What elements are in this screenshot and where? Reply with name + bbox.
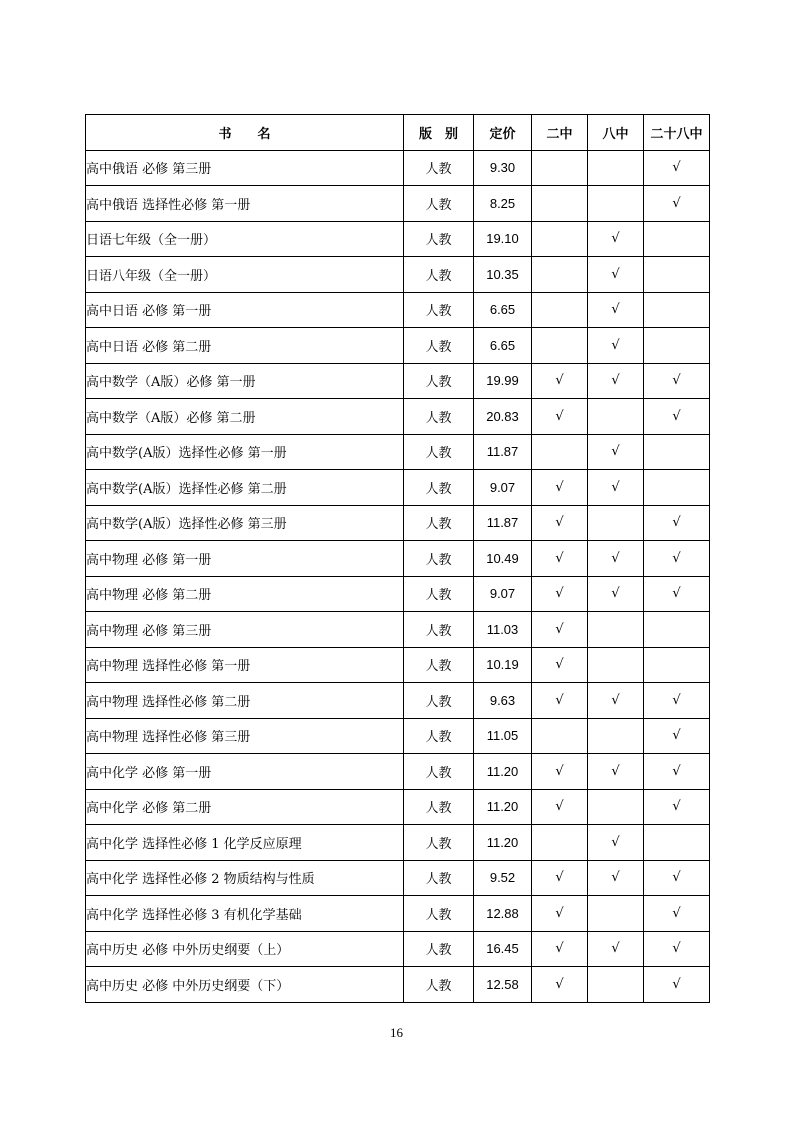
cell-price: 9.07 xyxy=(474,470,532,506)
cell-edition: 人教 xyxy=(404,754,474,790)
cell-school-8-check: √ xyxy=(588,576,644,612)
cell-price: 9.07 xyxy=(474,576,532,612)
cell-edition: 人教 xyxy=(404,683,474,719)
table-header-row xyxy=(86,115,710,151)
cell-school-28-check: √ xyxy=(644,718,710,754)
cell-school-2-check: √ xyxy=(532,541,588,577)
table-row xyxy=(86,150,710,186)
cell-price: 9.30 xyxy=(474,150,532,186)
cell-school-8-check: √ xyxy=(588,754,644,790)
table-row xyxy=(86,576,710,612)
cell-school-28-check: √ xyxy=(644,399,710,435)
cell-edition: 人教 xyxy=(404,931,474,967)
cell-school-2-check: √ xyxy=(532,896,588,932)
cell-edition: 人教 xyxy=(404,470,474,506)
cell-book-name: 高中化学 选择性必修 1 化学反应原理 xyxy=(86,825,404,861)
table-row xyxy=(86,257,710,293)
cell-price: 11.03 xyxy=(474,612,532,648)
cell-school-8-check xyxy=(588,789,644,825)
cell-book-name: 高中物理 必修 第三册 xyxy=(86,612,404,648)
table-row xyxy=(86,505,710,541)
cell-school-2-check: √ xyxy=(532,931,588,967)
table-row xyxy=(86,931,710,967)
cell-price: 6.65 xyxy=(474,292,532,328)
cell-school-8-check: √ xyxy=(588,292,644,328)
table-row xyxy=(86,399,710,435)
cell-price: 8.25 xyxy=(474,186,532,222)
cell-edition: 人教 xyxy=(404,505,474,541)
cell-school-8-check xyxy=(588,186,644,222)
cell-book-name: 高中化学 必修 第一册 xyxy=(86,754,404,790)
cell-edition: 人教 xyxy=(404,896,474,932)
cell-edition: 人教 xyxy=(404,825,474,861)
cell-school-28-check: √ xyxy=(644,931,710,967)
cell-edition: 人教 xyxy=(404,292,474,328)
cell-book-name: 高中物理 必修 第一册 xyxy=(86,541,404,577)
cell-school-28-check xyxy=(644,647,710,683)
cell-book-name: 高中数学（A版）必修 第二册 xyxy=(86,399,404,435)
cell-book-name: 高中物理 必修 第二册 xyxy=(86,576,404,612)
cell-edition: 人教 xyxy=(404,363,474,399)
header-edition: 版 别 xyxy=(404,115,474,151)
table-row xyxy=(86,434,710,470)
cell-school-28-check: √ xyxy=(644,186,710,222)
cell-school-28-check xyxy=(644,292,710,328)
cell-school-8-check: √ xyxy=(588,683,644,719)
cell-school-2-check xyxy=(532,150,588,186)
cell-edition: 人教 xyxy=(404,647,474,683)
cell-edition: 人教 xyxy=(404,399,474,435)
table-row xyxy=(86,683,710,719)
cell-school-8-check: √ xyxy=(588,470,644,506)
cell-edition: 人教 xyxy=(404,967,474,1003)
cell-school-8-check xyxy=(588,896,644,932)
cell-school-2-check: √ xyxy=(532,470,588,506)
table-row xyxy=(86,221,710,257)
table-row xyxy=(86,860,710,896)
cell-school-8-check: √ xyxy=(588,860,644,896)
cell-school-2-check xyxy=(532,257,588,293)
cell-price: 11.20 xyxy=(474,789,532,825)
cell-book-name: 高中历史 必修 中外历史纲要（下） xyxy=(86,967,404,1003)
cell-school-8-check: √ xyxy=(588,257,644,293)
cell-school-8-check xyxy=(588,150,644,186)
cell-school-2-check: √ xyxy=(532,860,588,896)
cell-edition: 人教 xyxy=(404,186,474,222)
cell-school-28-check: √ xyxy=(644,754,710,790)
cell-school-28-check xyxy=(644,328,710,364)
table-row xyxy=(86,647,710,683)
cell-book-name: 高中日语 必修 第二册 xyxy=(86,328,404,364)
table-row xyxy=(86,789,710,825)
cell-school-8-check xyxy=(588,718,644,754)
cell-book-name: 高中物理 选择性必修 第一册 xyxy=(86,647,404,683)
table-row xyxy=(86,186,710,222)
table-row xyxy=(86,612,710,648)
cell-school-28-check: √ xyxy=(644,505,710,541)
cell-book-name: 高中化学 必修 第二册 xyxy=(86,789,404,825)
cell-school-2-check: √ xyxy=(532,647,588,683)
page-number: 16 xyxy=(390,1025,403,1040)
cell-school-2-check: √ xyxy=(532,754,588,790)
cell-school-2-check xyxy=(532,718,588,754)
cell-school-8-check: √ xyxy=(588,825,644,861)
cell-book-name: 高中日语 必修 第一册 xyxy=(86,292,404,328)
header-price: 定价 xyxy=(474,115,532,151)
cell-school-8-check xyxy=(588,612,644,648)
cell-price: 11.05 xyxy=(474,718,532,754)
cell-school-8-check xyxy=(588,505,644,541)
cell-school-28-check: √ xyxy=(644,789,710,825)
cell-school-2-check xyxy=(532,825,588,861)
cell-school-2-check: √ xyxy=(532,612,588,648)
cell-school-28-check xyxy=(644,221,710,257)
cell-school-8-check xyxy=(588,967,644,1003)
cell-price: 16.45 xyxy=(474,931,532,967)
cell-book-name: 高中俄语 必修 第三册 xyxy=(86,150,404,186)
cell-school-8-check xyxy=(588,647,644,683)
table-row xyxy=(86,754,710,790)
cell-book-name: 高中俄语 选择性必修 第一册 xyxy=(86,186,404,222)
cell-school-28-check: √ xyxy=(644,860,710,896)
table-row xyxy=(86,292,710,328)
cell-book-name: 高中数学(A版）选择性必修 第二册 xyxy=(86,470,404,506)
cell-school-28-check: √ xyxy=(644,150,710,186)
cell-school-2-check: √ xyxy=(532,967,588,1003)
cell-book-name: 高中物理 选择性必修 第三册 xyxy=(86,718,404,754)
cell-school-2-check xyxy=(532,434,588,470)
header-school-2: 二中 xyxy=(532,115,588,151)
cell-school-28-check xyxy=(644,470,710,506)
cell-book-name: 高中数学(A版）选择性必修 第三册 xyxy=(86,505,404,541)
cell-price: 9.52 xyxy=(474,860,532,896)
table-row xyxy=(86,825,710,861)
cell-school-28-check: √ xyxy=(644,541,710,577)
cell-price: 19.99 xyxy=(474,363,532,399)
table-row xyxy=(86,718,710,754)
cell-school-2-check: √ xyxy=(532,789,588,825)
cell-school-28-check: √ xyxy=(644,683,710,719)
cell-book-name: 高中化学 选择性必修 3 有机化学基础 xyxy=(86,896,404,932)
cell-price: 12.58 xyxy=(474,967,532,1003)
table-row xyxy=(86,470,710,506)
cell-school-2-check xyxy=(532,292,588,328)
table-row xyxy=(86,363,710,399)
cell-edition: 人教 xyxy=(404,257,474,293)
book-list-table xyxy=(85,114,710,1003)
cell-school-2-check xyxy=(532,221,588,257)
cell-school-28-check: √ xyxy=(644,363,710,399)
cell-school-2-check: √ xyxy=(532,363,588,399)
cell-price: 12.88 xyxy=(474,896,532,932)
cell-price: 19.10 xyxy=(474,221,532,257)
header-school-8: 八中 xyxy=(588,115,644,151)
cell-book-name: 高中数学（A版）必修 第一册 xyxy=(86,363,404,399)
table-body xyxy=(86,150,710,1002)
cell-school-2-check xyxy=(532,328,588,364)
cell-book-name: 日语八年级（全一册） xyxy=(86,257,404,293)
cell-price: 11.87 xyxy=(474,505,532,541)
cell-price: 6.65 xyxy=(474,328,532,364)
cell-edition: 人教 xyxy=(404,328,474,364)
cell-book-name: 高中数学(A版）选择性必修 第一册 xyxy=(86,434,404,470)
table-row xyxy=(86,967,710,1003)
cell-price: 10.49 xyxy=(474,541,532,577)
cell-school-28-check: √ xyxy=(644,896,710,932)
cell-book-name: 高中化学 选择性必修 2 物质结构与性质 xyxy=(86,860,404,896)
cell-edition: 人教 xyxy=(404,221,474,257)
cell-school-8-check xyxy=(588,399,644,435)
cell-school-28-check xyxy=(644,257,710,293)
cell-price: 11.20 xyxy=(474,754,532,790)
cell-price: 9.63 xyxy=(474,683,532,719)
table-row xyxy=(86,541,710,577)
cell-school-28-check xyxy=(644,825,710,861)
cell-edition: 人教 xyxy=(404,150,474,186)
cell-school-28-check xyxy=(644,434,710,470)
cell-school-2-check: √ xyxy=(532,683,588,719)
cell-book-name: 高中物理 选择性必修 第二册 xyxy=(86,683,404,719)
header-book-name: 书 名 xyxy=(86,115,404,151)
cell-school-8-check: √ xyxy=(588,931,644,967)
cell-price: 20.83 xyxy=(474,399,532,435)
cell-school-28-check: √ xyxy=(644,967,710,1003)
cell-school-8-check: √ xyxy=(588,328,644,364)
table-row xyxy=(86,896,710,932)
cell-edition: 人教 xyxy=(404,860,474,896)
cell-edition: 人教 xyxy=(404,718,474,754)
cell-school-8-check: √ xyxy=(588,541,644,577)
cell-price: 11.87 xyxy=(474,434,532,470)
cell-school-28-check xyxy=(644,612,710,648)
cell-book-name: 高中历史 必修 中外历史纲要（上） xyxy=(86,931,404,967)
cell-edition: 人教 xyxy=(404,576,474,612)
cell-edition: 人教 xyxy=(404,789,474,825)
cell-school-2-check: √ xyxy=(532,505,588,541)
cell-edition: 人教 xyxy=(404,612,474,648)
cell-school-28-check: √ xyxy=(644,576,710,612)
cell-school-8-check: √ xyxy=(588,221,644,257)
cell-edition: 人教 xyxy=(404,541,474,577)
cell-price: 10.35 xyxy=(474,257,532,293)
cell-price: 11.20 xyxy=(474,825,532,861)
cell-price: 10.19 xyxy=(474,647,532,683)
cell-book-name: 日语七年级（全一册） xyxy=(86,221,404,257)
cell-school-2-check: √ xyxy=(532,399,588,435)
table-row xyxy=(86,328,710,364)
cell-school-8-check: √ xyxy=(588,363,644,399)
header-school-28: 二十八中 xyxy=(644,115,710,151)
cell-school-2-check xyxy=(532,186,588,222)
cell-school-2-check: √ xyxy=(532,576,588,612)
cell-school-8-check: √ xyxy=(588,434,644,470)
cell-edition: 人教 xyxy=(404,434,474,470)
